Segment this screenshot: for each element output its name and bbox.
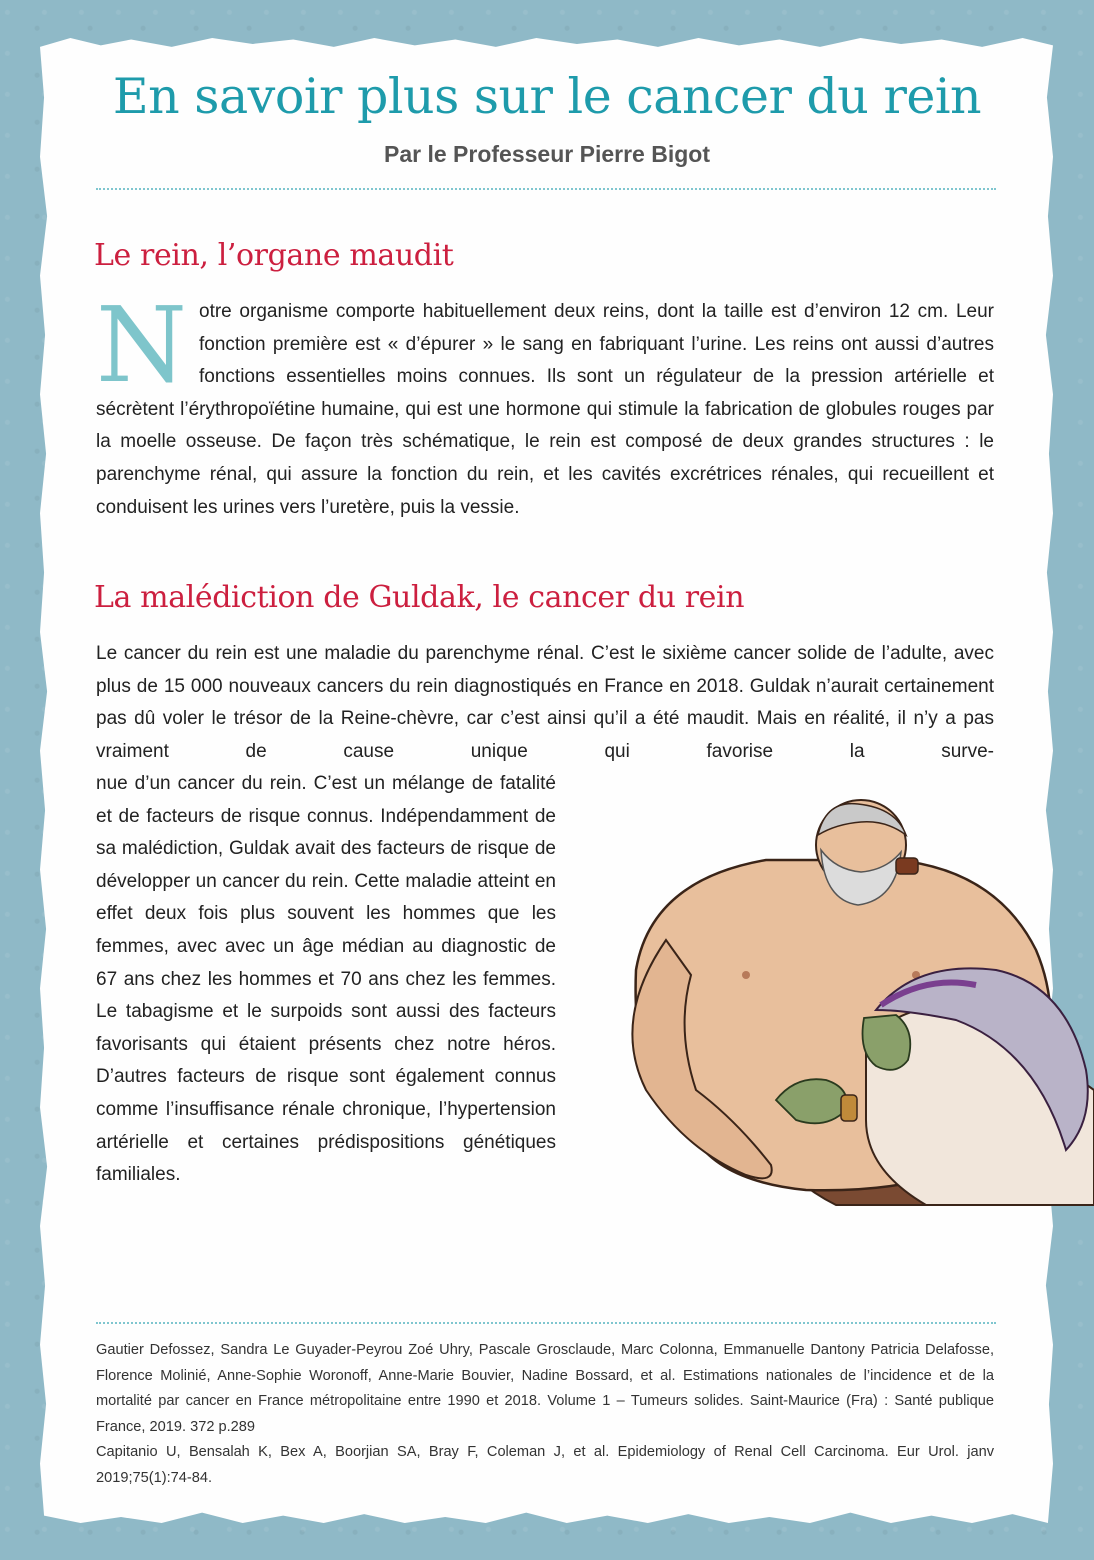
reference-item: Gautier Defossez, Sandra Le Guyader-Peyrou Zoé Uhry, Pascale Grosclaude, Marc Colonna, Emmanuelle Dantony Patricia Delafosse, Florence Molinié, Anne-Sophie Woronoff, Anne-Marie Bouvier, Nadine Bossard, et al. Estimations nationales de l’incidence et de la mortalité par cancer en France métropolitaine entre 1990 et 2018. Volume 1 – Tumeurs solides. Saint-Maurice (Fra) : Santé publique France, 2019. 372 p.289	[96, 1342, 994, 1435]
section-paragraph-guldak-narrow: nue d’un cancer du rein. C’est un mélange de fatalité et de facteurs de risque connus. Indépendamment de sa malédiction, Guldak avait des facteurs de risque de développer un cancer du rein. Cette maladie atteint en effet deux fois plus souvent les hommes que les femmes, avec avec un âge médian au diagnostic de 67 ans chez les hommes et 70 ans chez les femmes. Le tabagisme et le surpoids sont aussi des facteurs favorisants qui étaient présents chez notre héros. D’autres facteurs de risque sont également connus comme l’insuffisance rénale chronique, l’hypertension artérielle et certaines prédispositions génétiques familiales.	[96, 773, 556, 1186]
illustration-bracelet	[841, 1095, 857, 1121]
guldak-illustration	[596, 790, 1094, 1220]
section-paragraph-rein	[96, 284, 994, 524]
author-line: Par le Professeur Pierre Bigot	[384, 141, 710, 167]
paragraph-text-rein: otre organisme comporte habituellement deux reins, dont la taille est d’environ 12 cm. Leur fonction première est « d’épurer » le sang en fabriquant l’urine. Les reins ont aussi d’autres fonctions essentielles moins connues. Ils sont un régulateur de la pression artérielle et sécrètent l’érythropoïétine humaine, qui est une hormone qui stimule la fabrication de globules rouges par la moelle osseuse. De façon très schématique, le rein est composé de deux grandes structures : le parenchyme rénal, qui assure la fonction du rein, et les cavités excrétrices rénales, qui recueillent et conduisent les urines vers l’uretère, puis la vessie.	[96, 301, 994, 518]
reference-item: Capitanio U, Bensalah K, Bex A, Boorjian SA, Bray F, Coleman J, et al. Epidemiology of Renal Cell Carcinoma. Eur Urol. janv 2019;75(1):74-84.	[96, 1444, 994, 1486]
divider-top	[96, 188, 996, 190]
illustration-pipe	[896, 858, 918, 874]
section-paragraph-guldak-full: Le cancer du rein est une maladie du parenchyme rénal. C’est le sixième cancer solide de l’adulte, avec plus de 15 000 nouveaux cancers du rein diagnostiqués en France en 2018. Guldak n’aurait certainement pas dû voler le trésor de la Reine-chèvre, car c’est ainsi qu’il a été maudit. Mais en réalité, il n’y a pas vraiment de cause unique qui favorise la surve-	[96, 643, 994, 762]
section-heading-guldak: La malédiction de Guldak, le cancer du rein	[94, 580, 745, 615]
dropcap-letter: N	[96, 284, 187, 406]
page-title: En savoir plus sur le cancer du rein	[112, 68, 982, 125]
illustration-nipple-left	[742, 971, 750, 979]
divider-bottom	[96, 1322, 996, 1324]
section-heading-rein: Le rein, l’organe maudit	[94, 238, 454, 273]
references-block	[96, 1338, 994, 1491]
